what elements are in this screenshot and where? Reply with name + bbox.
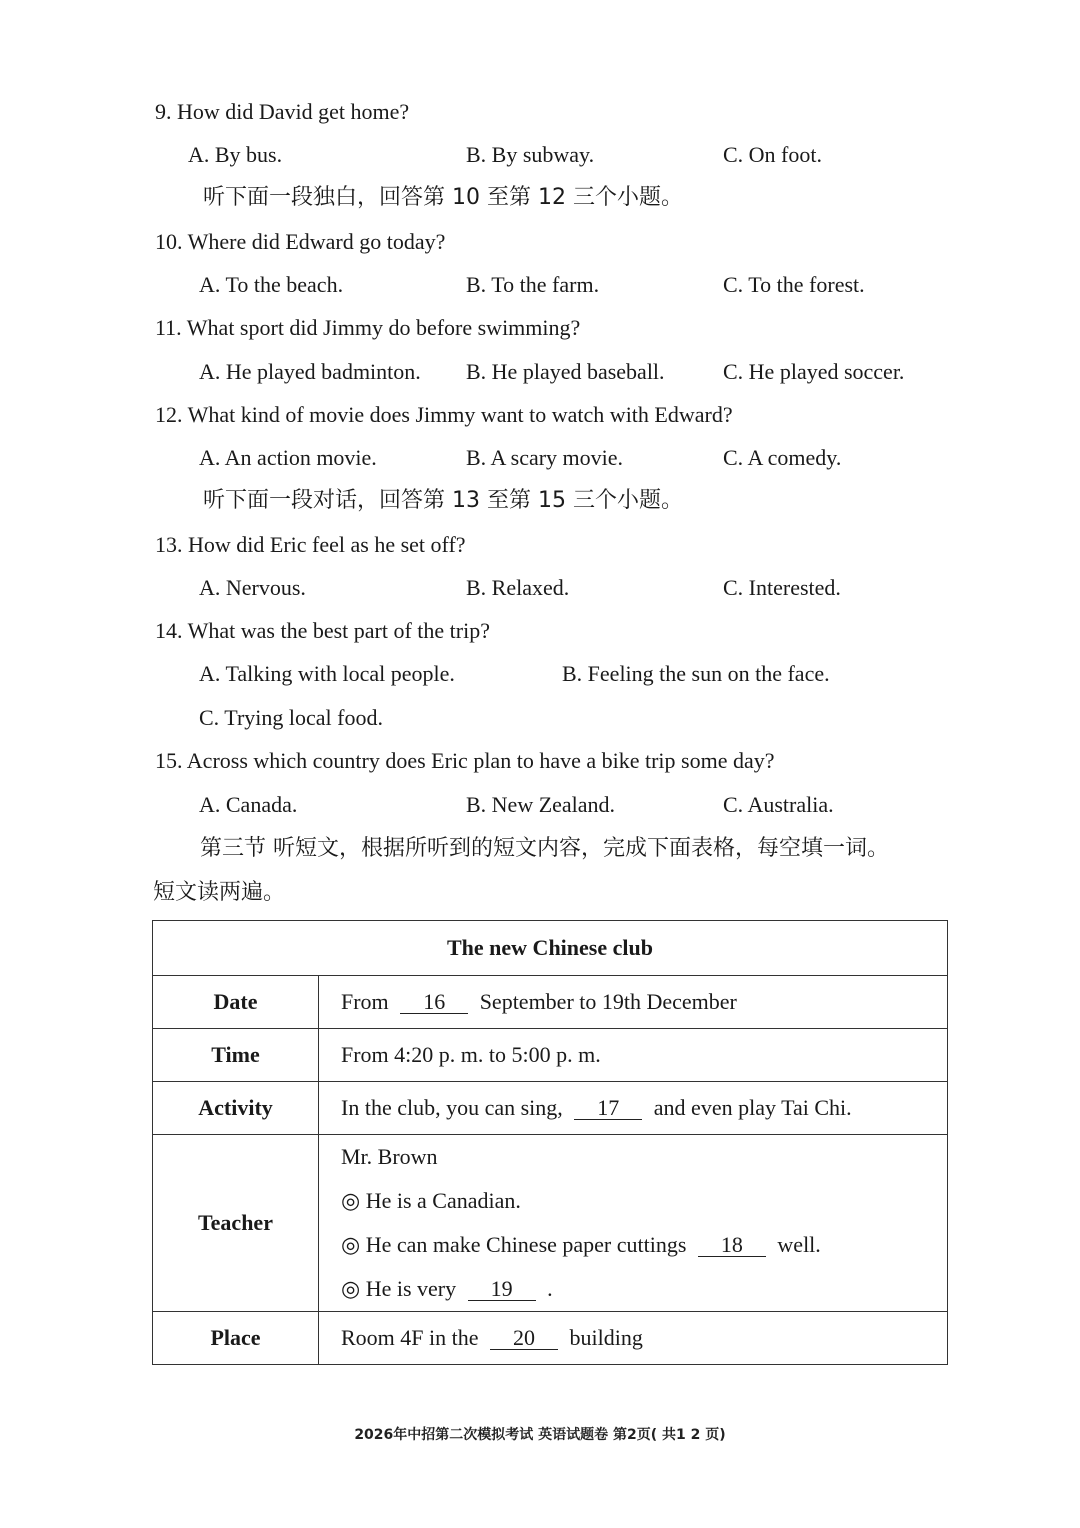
section3-instruction-cont: 短文读两遍。 [153, 880, 286, 905]
question-9: 9. How did David get home? [155, 99, 410, 124]
option-9c: C. On foot. [723, 142, 822, 167]
activity-post: and even play Tai Chi. [653, 1095, 852, 1120]
option-15c: C. Australia. [723, 792, 834, 817]
option-10c: C. To the forest. [723, 272, 865, 297]
table-row-time [153, 1029, 948, 1082]
question-12: 12. What kind of movie does Jimmy want to watch with Edward? [155, 402, 733, 427]
blank-16: 16 [400, 991, 468, 1014]
option-10b: B. To the farm. [466, 272, 600, 297]
place-label: Place [153, 1312, 319, 1365]
table-row-date [153, 976, 948, 1029]
question-13: 13. How did Eric feel as he set off? [155, 532, 466, 557]
place-pre: Room 4F in the [341, 1325, 479, 1350]
option-10a: A. To the beach. [199, 272, 344, 297]
teacher-line-3-post: . [547, 1276, 553, 1301]
teacher-label: Teacher [153, 1135, 319, 1312]
option-13a: A. Nervous. [199, 575, 306, 600]
activity-cell [319, 1082, 948, 1135]
place-post: building [569, 1325, 643, 1350]
question-10: 10. Where did Edward go today? [155, 229, 446, 254]
blank-19: 19 [468, 1278, 536, 1301]
teacher-name: Mr. Brown [341, 1144, 438, 1169]
teacher-line-2-post: well. [777, 1232, 821, 1257]
option-11a: A. He played badminton. [199, 359, 421, 384]
date-post: September to 19th December [479, 989, 737, 1014]
time-label: Time [153, 1029, 319, 1082]
page-footer: 2026年中招第二次模拟考试 英语试题卷 第2页( 共1 2 页) [354, 1427, 726, 1443]
table-row-place [153, 1312, 948, 1365]
teacher-line-2 [341, 1223, 947, 1267]
option-14a: A. Talking with local people. [199, 661, 455, 686]
club-info-table [152, 920, 948, 1365]
date-label: Date [153, 976, 319, 1029]
date-pre: From [341, 989, 389, 1014]
time-cell: From 4:20 p. m. to 5:00 p. m. [319, 1029, 948, 1082]
option-11b: B. He played baseball. [466, 359, 665, 384]
activity-pre: In the club, you can sing, [341, 1095, 563, 1120]
question-14: 14. What was the best part of the trip? [155, 618, 490, 643]
option-14c: C. Trying local food. [199, 705, 383, 730]
teacher-line-3 [341, 1267, 947, 1311]
blank-17: 17 [574, 1097, 642, 1120]
option-13c: C. Interested. [723, 575, 841, 600]
option-11c: C. He played soccer. [723, 359, 905, 384]
option-14b: B. Feeling the sun on the face. [562, 661, 830, 686]
option-15b: B. New Zealand. [466, 792, 616, 817]
teacher-cell [319, 1135, 948, 1312]
section3-instruction: 第三节 听短文，根据所听到的短文内容，完成下面表格，每空填一词。 [200, 836, 889, 861]
option-9a: A. By bus. [188, 142, 283, 167]
teacher-line-3-pre: ◎ He is very [341, 1276, 457, 1301]
table-title: The new Chinese club [153, 921, 948, 976]
option-13b: B. Relaxed. [466, 575, 570, 600]
option-12c: C. A comedy. [723, 445, 842, 470]
teacher-line-2-pre: ◎ He can make Chinese paper cuttings [341, 1232, 687, 1257]
teacher-line-1: ◎ He is a Canadian. [341, 1188, 521, 1213]
option-12a: A. An action movie. [199, 445, 377, 470]
option-15a: A. Canada. [199, 792, 298, 817]
activity-label: Activity [153, 1082, 319, 1135]
question-15: 15. Across which country does Eric plan to have a bike trip some day? [155, 748, 775, 773]
date-cell [319, 976, 948, 1029]
place-cell [319, 1312, 948, 1365]
question-11: 11. What sport did Jimmy do before swimming? [155, 315, 581, 340]
option-9b: B. By subway. [466, 142, 595, 167]
blank-20: 20 [490, 1327, 558, 1350]
table-row-teacher [153, 1135, 948, 1312]
instruction-monologue: 听下面一段独白，回答第 10 至第 12 三个小题。 [203, 185, 683, 210]
table-row-activity [153, 1082, 948, 1135]
option-12b: B. A scary movie. [466, 445, 624, 470]
blank-18: 18 [698, 1234, 766, 1257]
instruction-dialogue: 听下面一段对话，回答第 13 至第 15 三个小题。 [203, 488, 683, 513]
